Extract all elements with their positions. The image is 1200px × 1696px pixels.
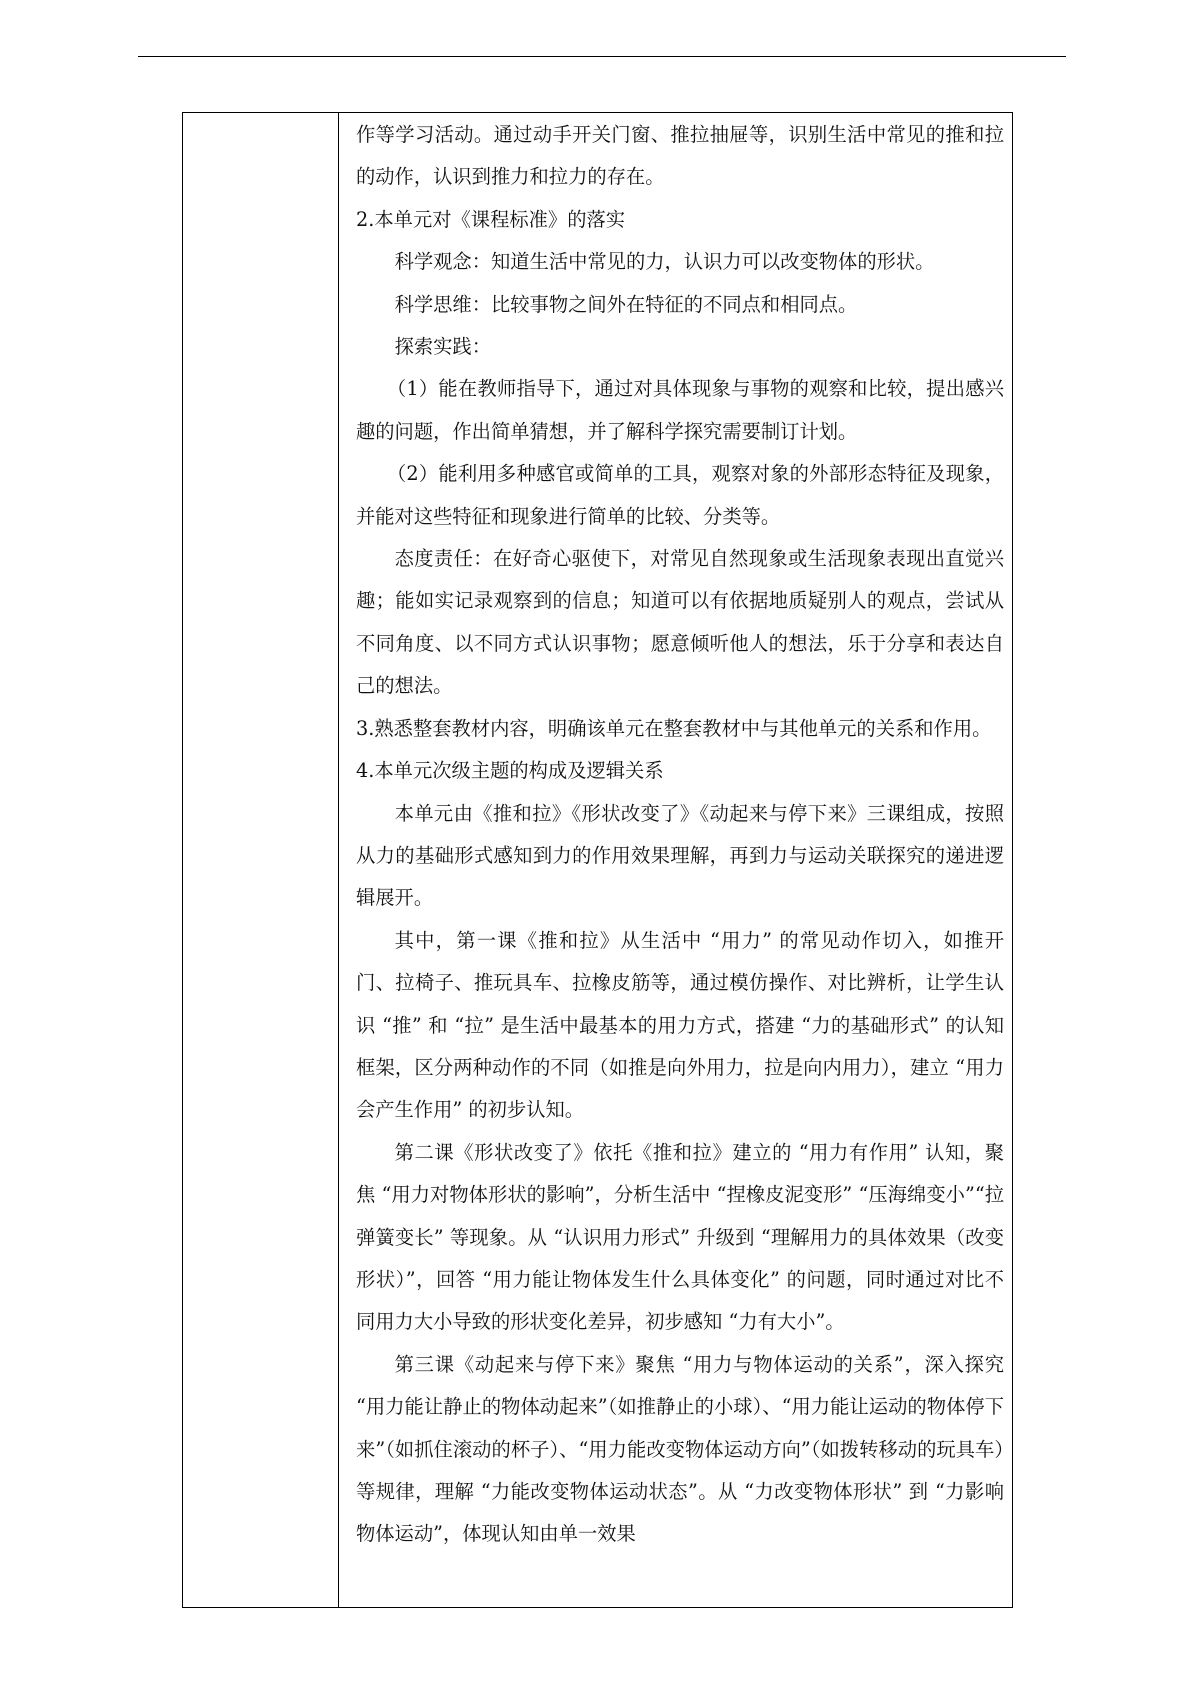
header-rule (138, 56, 1066, 57)
table-left-cell (183, 113, 339, 1607)
paragraph-lesson-1: 其中，第一课《推和拉》从生活中 “用力” 的常见动作切入，如推开门、拉椅子、推玩具车、拉橡皮筋等，通过模仿操作、对比辨析，让学生认识 “推” 和 “拉” 是生活中最基本的用力方式，搭建 “力的基础形式” 的认知框架，区分两种动作的不同（如推是向外用力，拉是向内用力），建立 “用力会产生作用” 的初步认知。 (356, 928, 1004, 1122)
paragraph-lesson-3: 第三课《动起来与停下来》聚焦 “用力与物体运动的关系”，深入探究 “用力能让静止的物体动起来”（如推静止的小球）、“用力能让运动的物体停下来”（如抓住滚动的杯子）、“用力能改变物体运动方向”（如拨转移动的玩具车）等规律，理解 “力能改变物体运动状态”。从 “力改变物体形状” 到 “力影响物体运动”，体现认知由单一效果 (356, 1352, 1004, 1546)
heading-subtopic-structure: 4.本单元次级主题的构成及逻辑关系 (356, 759, 664, 783)
heading-curriculum-standard: 2.本单元对《课程标准》的落实 (356, 207, 626, 231)
content-table (182, 112, 1013, 1608)
paragraph-science-thinking: 科学思维：比较事物之间外在特征的不同点和相同点。 (394, 292, 858, 316)
paragraph-continued-activity: 作等学习活动。通过动手开关门窗、推拉抽屉等，识别生活中常见的推和拉的动作，认识到推力和拉力的存在。 (356, 123, 1004, 189)
paragraph-science-concept: 科学观念：知道生活中常见的力，认识力可以改变物体的形状。 (394, 250, 935, 274)
paragraph-exploration-practice: 探索实践： (394, 335, 491, 359)
heading-textbook-relation: 3.熟悉整套教材内容，明确该单元在整套教材中与其他单元的关系和作用。 (356, 716, 992, 740)
paragraph-attitude-responsibility: 态度责任：在好奇心驱使下，对常见自然现象或生活现象表现出直觉兴趣；能如实记录观察到的信息；知道可以有依据地质疑别人的观点，尝试从不同角度、以不同方式认识事物；愿意倾听他人的想法，乐于分享和表达自己的想法。 (356, 547, 1004, 698)
paragraph-unit-composition: 本单元由《推和拉》《形状改变了》《动起来与停下来》三课组成，按照从力的基础形式感知到力的作用效果理解，再到力与运动关联探究的递进逻辑展开。 (356, 801, 1004, 910)
paragraph-practice-item-2: （2）能利用多种感官或简单的工具，观察对象的外部形态特征及现象，并能对这些特征和现象进行简单的比较、分类等。 (356, 462, 1004, 528)
table-right-cell (339, 113, 1012, 1607)
paragraph-practice-item-1: （1）能在教师指导下，通过对具体现象与事物的观察和比较，提出感兴趣的问题，作出简单猜想，并了解科学探究需要制订计划。 (356, 377, 1004, 443)
paragraph-lesson-2: 第二课《形状改变了》依托《推和拉》建立的 “用力有作用” 认知，聚焦 “用力对物体形状的影响”，分析生活中 “捏橡皮泥变形” “压海绵变小”“拉弹簧变长” 等现象。从 “认识用力形式” 升级到 “理解用力的具体效果（改变形状）”，回答 “用力能让物体发生什么具体变化” 的问题，同时通过对比不同用力大小导致的形状变化差异，初步感知 “力有大小”。 (356, 1140, 1004, 1334)
